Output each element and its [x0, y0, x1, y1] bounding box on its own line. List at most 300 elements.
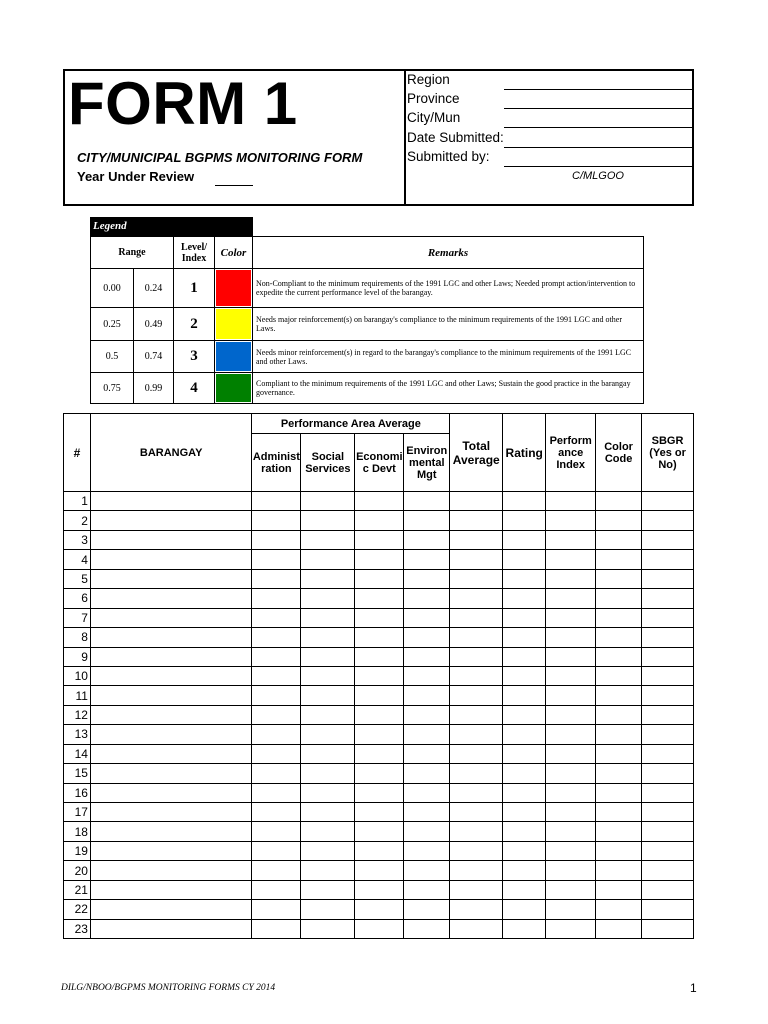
- economic-devt-cell[interactable]: [355, 880, 404, 899]
- rating-cell[interactable]: [503, 492, 546, 511]
- administration-cell[interactable]: [252, 647, 301, 666]
- total-average-cell[interactable]: [450, 647, 503, 666]
- barangay-cell[interactable]: [90, 628, 251, 647]
- col-sbgr-header: SBGR (Yes or No): [642, 414, 694, 492]
- legend-level: 2: [174, 308, 215, 341]
- rating-cell[interactable]: [503, 530, 546, 549]
- sbgr-cell[interactable]: [642, 705, 694, 724]
- economic-devt-cell[interactable]: [355, 803, 404, 822]
- row-number: 4: [64, 550, 91, 569]
- color-code-cell[interactable]: [596, 608, 642, 627]
- administration-cell[interactable]: [252, 666, 301, 685]
- performance-index-cell[interactable]: [546, 530, 596, 549]
- economic-devt-cell[interactable]: [355, 492, 404, 511]
- table-row: [64, 803, 694, 822]
- color-code-cell[interactable]: [596, 822, 642, 841]
- environmental-mgt-cell[interactable]: [404, 841, 450, 860]
- economic-devt-cell[interactable]: [355, 589, 404, 608]
- environmental-mgt-cell[interactable]: [404, 764, 450, 783]
- barangay-cell[interactable]: [90, 492, 251, 511]
- performance-index-cell[interactable]: [546, 511, 596, 530]
- total-average-cell[interactable]: [450, 803, 503, 822]
- total-average-cell[interactable]: [450, 492, 503, 511]
- performance-index-cell[interactable]: [546, 744, 596, 763]
- table-row: [64, 686, 694, 705]
- row-number: 8: [64, 628, 91, 647]
- administration-cell[interactable]: [252, 880, 301, 899]
- color-code-cell[interactable]: [596, 744, 642, 763]
- sbgr-cell[interactable]: [642, 783, 694, 802]
- economic-devt-cell[interactable]: [355, 919, 404, 938]
- color-code-cell[interactable]: [596, 569, 642, 588]
- social-services-cell[interactable]: [301, 608, 355, 627]
- administration-cell[interactable]: [252, 550, 301, 569]
- social-services-cell[interactable]: [301, 492, 355, 511]
- environmental-mgt-cell[interactable]: [404, 647, 450, 666]
- sbgr-cell[interactable]: [642, 861, 694, 880]
- administration-cell[interactable]: [252, 803, 301, 822]
- economic-devt-cell[interactable]: [355, 841, 404, 860]
- total-average-cell[interactable]: [450, 900, 503, 919]
- sbgr-cell[interactable]: [642, 841, 694, 860]
- rating-cell[interactable]: [503, 666, 546, 685]
- total-average-cell[interactable]: [450, 569, 503, 588]
- economic-devt-cell[interactable]: [355, 628, 404, 647]
- administration-cell[interactable]: [252, 764, 301, 783]
- rating-cell[interactable]: [503, 569, 546, 588]
- sbgr-cell[interactable]: [642, 550, 694, 569]
- submitted-by-label: Submitted by:: [407, 149, 490, 164]
- performance-index-cell[interactable]: [546, 880, 596, 899]
- barangay-cell[interactable]: [90, 803, 251, 822]
- form-header: [63, 69, 694, 206]
- social-services-cell[interactable]: [301, 686, 355, 705]
- total-average-cell[interactable]: [450, 919, 503, 938]
- row-number: 11: [64, 686, 91, 705]
- table-row: [64, 900, 694, 919]
- performance-index-cell[interactable]: [546, 492, 596, 511]
- sbgr-cell[interactable]: [642, 628, 694, 647]
- administration-cell[interactable]: [252, 511, 301, 530]
- performance-index-cell[interactable]: [546, 919, 596, 938]
- social-services-cell[interactable]: [301, 803, 355, 822]
- sbgr-cell[interactable]: [642, 608, 694, 627]
- performance-index-cell[interactable]: [546, 628, 596, 647]
- social-services-cell[interactable]: [301, 841, 355, 860]
- total-average-cell[interactable]: [450, 861, 503, 880]
- economic-devt-cell[interactable]: [355, 764, 404, 783]
- sbgr-cell[interactable]: [642, 589, 694, 608]
- rating-cell[interactable]: [503, 803, 546, 822]
- social-services-cell[interactable]: [301, 705, 355, 724]
- color-code-cell[interactable]: [596, 880, 642, 899]
- environmental-mgt-cell[interactable]: [404, 919, 450, 938]
- barangay-cell[interactable]: [90, 822, 251, 841]
- performance-index-cell[interactable]: [546, 705, 596, 724]
- date-submitted-label: Date Submitted:: [407, 130, 504, 145]
- economic-devt-cell[interactable]: [355, 725, 404, 744]
- barangay-cell[interactable]: [90, 764, 251, 783]
- legend-remark: Needs major reinforcement(s) on barangay's compliance to the minimum requirements of the 1991 LGC and other Laws.: [253, 308, 644, 341]
- table-body: [64, 492, 694, 939]
- city-mun-label: City/Mun: [407, 110, 461, 125]
- environmental-mgt-cell[interactable]: [404, 900, 450, 919]
- administration-cell[interactable]: [252, 919, 301, 938]
- environmental-mgt-cell[interactable]: [404, 589, 450, 608]
- performance-index-cell[interactable]: [546, 725, 596, 744]
- performance-index-cell[interactable]: [546, 647, 596, 666]
- sbgr-cell[interactable]: [642, 686, 694, 705]
- row-number: 3: [64, 530, 91, 549]
- economic-devt-cell[interactable]: [355, 686, 404, 705]
- environmental-mgt-cell[interactable]: [404, 725, 450, 744]
- table-row: [64, 783, 694, 802]
- total-average-cell[interactable]: [450, 822, 503, 841]
- submitted-by-row: [406, 148, 692, 167]
- economic-devt-cell[interactable]: [355, 744, 404, 763]
- rating-cell[interactable]: [503, 900, 546, 919]
- page-number: 1: [690, 981, 697, 995]
- social-services-cell[interactable]: [301, 725, 355, 744]
- sbgr-cell[interactable]: [642, 880, 694, 899]
- economic-devt-cell[interactable]: [355, 783, 404, 802]
- rating-cell[interactable]: [503, 705, 546, 724]
- color-code-cell[interactable]: [596, 705, 642, 724]
- table-row: [64, 725, 694, 744]
- region-label: Region: [407, 72, 450, 87]
- barangay-cell[interactable]: [90, 589, 251, 608]
- performance-index-cell[interactable]: [546, 550, 596, 569]
- economic-devt-cell[interactable]: [355, 705, 404, 724]
- color-code-cell[interactable]: [596, 492, 642, 511]
- col-administration-header: Administ ration: [252, 434, 301, 492]
- rating-cell[interactable]: [503, 861, 546, 880]
- performance-index-cell[interactable]: [546, 666, 596, 685]
- administration-cell[interactable]: [252, 861, 301, 880]
- legend-remark: Compliant to the minimum requirements of the 1991 LGC and other Laws; Sustain the good practice in the barangay governance.: [253, 373, 644, 404]
- performance-index-cell[interactable]: [546, 569, 596, 588]
- environmental-mgt-cell[interactable]: [404, 530, 450, 549]
- total-average-cell[interactable]: [450, 608, 503, 627]
- legend-range-header: Range: [91, 237, 174, 269]
- social-services-cell[interactable]: [301, 744, 355, 763]
- economic-devt-cell[interactable]: [355, 822, 404, 841]
- social-services-cell[interactable]: [301, 569, 355, 588]
- performance-index-cell[interactable]: [546, 686, 596, 705]
- performance-index-cell[interactable]: [546, 589, 596, 608]
- sbgr-cell[interactable]: [642, 492, 694, 511]
- color-code-cell[interactable]: [596, 783, 642, 802]
- color-code-cell[interactable]: [596, 861, 642, 880]
- environmental-mgt-cell[interactable]: [404, 511, 450, 530]
- sbgr-cell[interactable]: [642, 744, 694, 763]
- col-performance-index-header: Perform ance Index: [546, 414, 596, 492]
- rating-cell[interactable]: [503, 919, 546, 938]
- rating-cell[interactable]: [503, 589, 546, 608]
- legend-row: [91, 269, 644, 308]
- sbgr-cell[interactable]: [642, 822, 694, 841]
- total-average-cell[interactable]: [450, 783, 503, 802]
- sbgr-cell[interactable]: [642, 530, 694, 549]
- administration-cell[interactable]: [252, 589, 301, 608]
- sbgr-cell[interactable]: [642, 569, 694, 588]
- rating-cell[interactable]: [503, 764, 546, 783]
- social-services-cell[interactable]: [301, 764, 355, 783]
- row-number: 5: [64, 569, 91, 588]
- form-title: FORM 1: [68, 70, 298, 137]
- rating-cell[interactable]: [503, 841, 546, 860]
- table-row: [64, 861, 694, 880]
- barangay-cell[interactable]: [90, 841, 251, 860]
- rating-cell[interactable]: [503, 686, 546, 705]
- legend-color-cell: [215, 269, 253, 308]
- row-number: 23: [64, 919, 91, 938]
- rating-cell[interactable]: [503, 608, 546, 627]
- legend-range-low: 0.00: [91, 269, 134, 308]
- barangay-cell[interactable]: [90, 550, 251, 569]
- environmental-mgt-cell[interactable]: [404, 744, 450, 763]
- color-code-cell[interactable]: [596, 647, 642, 666]
- table-row: [64, 628, 694, 647]
- administration-cell[interactable]: [252, 744, 301, 763]
- economic-devt-cell[interactable]: [355, 608, 404, 627]
- administration-cell[interactable]: [252, 725, 301, 744]
- col-barangay-header: BARANGAY: [90, 414, 251, 492]
- environmental-mgt-cell[interactable]: [404, 705, 450, 724]
- social-services-cell[interactable]: [301, 919, 355, 938]
- administration-cell[interactable]: [252, 822, 301, 841]
- color-code-cell[interactable]: [596, 725, 642, 744]
- row-number: 20: [64, 861, 91, 880]
- environmental-mgt-cell[interactable]: [404, 783, 450, 802]
- performance-index-cell[interactable]: [546, 900, 596, 919]
- barangay-cell[interactable]: [90, 511, 251, 530]
- barangay-cell[interactable]: [90, 880, 251, 899]
- environmental-mgt-cell[interactable]: [404, 686, 450, 705]
- administration-cell[interactable]: [252, 569, 301, 588]
- row-number: 2: [64, 511, 91, 530]
- barangay-cell[interactable]: [90, 686, 251, 705]
- sbgr-cell[interactable]: [642, 647, 694, 666]
- total-average-cell[interactable]: [450, 530, 503, 549]
- administration-cell[interactable]: [252, 628, 301, 647]
- sbgr-cell[interactable]: [642, 511, 694, 530]
- administration-cell[interactable]: [252, 841, 301, 860]
- barangay-cell[interactable]: [90, 608, 251, 627]
- social-services-cell[interactable]: [301, 880, 355, 899]
- color-code-cell[interactable]: [596, 900, 642, 919]
- color-code-cell[interactable]: [596, 530, 642, 549]
- legend-range-low: 0.5: [91, 341, 134, 373]
- administration-cell[interactable]: [252, 686, 301, 705]
- color-code-cell[interactable]: [596, 550, 642, 569]
- rating-cell[interactable]: [503, 725, 546, 744]
- administration-cell[interactable]: [252, 705, 301, 724]
- barangay-cell[interactable]: [90, 569, 251, 588]
- barangay-cell[interactable]: [90, 530, 251, 549]
- col-environmental-mgt-header: Environ mental Mgt: [404, 434, 450, 492]
- year-under-review-label: Year Under Review: [77, 169, 195, 184]
- header-title-panel: [65, 71, 406, 204]
- environmental-mgt-cell[interactable]: [404, 628, 450, 647]
- total-average-cell[interactable]: [450, 589, 503, 608]
- total-average-cell[interactable]: [450, 880, 503, 899]
- legend-range-high: 0.99: [134, 373, 174, 404]
- row-number: 12: [64, 705, 91, 724]
- sbgr-cell[interactable]: [642, 666, 694, 685]
- social-services-cell[interactable]: [301, 783, 355, 802]
- performance-index-cell[interactable]: [546, 822, 596, 841]
- sbgr-cell[interactable]: [642, 919, 694, 938]
- performance-index-cell[interactable]: [546, 861, 596, 880]
- sbgr-cell[interactable]: [642, 725, 694, 744]
- row-number: 15: [64, 764, 91, 783]
- rating-cell[interactable]: [503, 783, 546, 802]
- barangay-cell[interactable]: [90, 744, 251, 763]
- color-code-cell[interactable]: [596, 764, 642, 783]
- row-number: 1: [64, 492, 91, 511]
- col-number-header: #: [64, 414, 91, 492]
- sbgr-cell[interactable]: [642, 900, 694, 919]
- barangay-cell[interactable]: [90, 861, 251, 880]
- legend-level-header: Level/ Index: [174, 237, 215, 269]
- row-number: 21: [64, 880, 91, 899]
- color-code-cell[interactable]: [596, 841, 642, 860]
- environmental-mgt-cell[interactable]: [404, 880, 450, 899]
- rating-cell[interactable]: [503, 822, 546, 841]
- total-average-cell[interactable]: [450, 725, 503, 744]
- submitted-by-field[interactable]: [504, 166, 692, 167]
- administration-cell[interactable]: [252, 530, 301, 549]
- col-social-services-header: Social Services: [301, 434, 355, 492]
- legend-row: [91, 373, 644, 404]
- economic-devt-cell[interactable]: [355, 530, 404, 549]
- environmental-mgt-cell[interactable]: [404, 666, 450, 685]
- city-mun-row: [406, 109, 692, 128]
- social-services-cell[interactable]: [301, 900, 355, 919]
- barangay-cell[interactable]: [90, 725, 251, 744]
- economic-devt-cell[interactable]: [355, 900, 404, 919]
- legend-level: 1: [174, 269, 215, 308]
- social-services-cell[interactable]: [301, 628, 355, 647]
- barangay-cell[interactable]: [90, 705, 251, 724]
- total-average-cell[interactable]: [450, 628, 503, 647]
- color-code-cell[interactable]: [596, 686, 642, 705]
- total-average-cell[interactable]: [450, 841, 503, 860]
- barangay-cell[interactable]: [90, 900, 251, 919]
- row-number: 17: [64, 803, 91, 822]
- social-services-cell[interactable]: [301, 589, 355, 608]
- total-average-cell[interactable]: [450, 705, 503, 724]
- sbgr-cell[interactable]: [642, 764, 694, 783]
- total-average-cell[interactable]: [450, 744, 503, 763]
- sbgr-cell[interactable]: [642, 803, 694, 822]
- economic-devt-cell[interactable]: [355, 861, 404, 880]
- barangay-cell[interactable]: [90, 783, 251, 802]
- table-row: [64, 880, 694, 899]
- performance-index-cell[interactable]: [546, 783, 596, 802]
- administration-cell[interactable]: [252, 900, 301, 919]
- environmental-mgt-cell[interactable]: [404, 550, 450, 569]
- form-subtitle: CITY/MUNICIPAL BGPMS MONITORING FORM: [77, 150, 363, 165]
- administration-cell[interactable]: [252, 608, 301, 627]
- color-code-cell[interactable]: [596, 666, 642, 685]
- administration-cell[interactable]: [252, 783, 301, 802]
- environmental-mgt-cell[interactable]: [404, 492, 450, 511]
- total-average-cell[interactable]: [450, 764, 503, 783]
- social-services-cell[interactable]: [301, 647, 355, 666]
- legend-level: 4: [174, 373, 215, 404]
- social-services-cell[interactable]: [301, 511, 355, 530]
- environmental-mgt-cell[interactable]: [404, 803, 450, 822]
- legend-remark: Non-Compliant to the minimum requirements of the 1991 LGC and other Laws; Needed prompt action/intervention to expedite the current performance level of the barangay.: [253, 269, 644, 308]
- environmental-mgt-cell[interactable]: [404, 608, 450, 627]
- red-swatch: [216, 270, 251, 306]
- total-average-cell[interactable]: [450, 686, 503, 705]
- legend-color-cell: [215, 308, 253, 341]
- rating-cell[interactable]: [503, 550, 546, 569]
- economic-devt-cell[interactable]: [355, 550, 404, 569]
- rating-cell[interactable]: [503, 628, 546, 647]
- color-code-cell[interactable]: [596, 803, 642, 822]
- rating-cell[interactable]: [503, 511, 546, 530]
- row-number: 19: [64, 841, 91, 860]
- legend-range-high: 0.74: [134, 341, 174, 373]
- performance-index-cell[interactable]: [546, 803, 596, 822]
- legend-level: 3: [174, 341, 215, 373]
- social-services-cell[interactable]: [301, 530, 355, 549]
- administration-cell[interactable]: [252, 492, 301, 511]
- year-under-review-field[interactable]: [215, 185, 253, 186]
- city-mun-field[interactable]: [504, 127, 692, 128]
- social-services-cell[interactable]: [301, 550, 355, 569]
- environmental-mgt-cell[interactable]: [404, 861, 450, 880]
- color-code-cell[interactable]: [596, 589, 642, 608]
- barangay-cell[interactable]: [90, 666, 251, 685]
- total-average-cell[interactable]: [450, 511, 503, 530]
- economic-devt-cell[interactable]: [355, 666, 404, 685]
- economic-devt-cell[interactable]: [355, 647, 404, 666]
- color-code-cell[interactable]: [596, 511, 642, 530]
- total-average-cell[interactable]: [450, 666, 503, 685]
- row-number: 9: [64, 647, 91, 666]
- color-code-cell[interactable]: [596, 628, 642, 647]
- social-services-cell[interactable]: [301, 822, 355, 841]
- economic-devt-cell[interactable]: [355, 511, 404, 530]
- legend-range-high: 0.49: [134, 308, 174, 341]
- total-average-cell[interactable]: [450, 550, 503, 569]
- color-code-cell[interactable]: [596, 919, 642, 938]
- environmental-mgt-cell[interactable]: [404, 822, 450, 841]
- performance-index-cell[interactable]: [546, 608, 596, 627]
- barangay-cell[interactable]: [90, 919, 251, 938]
- environmental-mgt-cell[interactable]: [404, 569, 450, 588]
- row-number: 6: [64, 589, 91, 608]
- barangay-cell[interactable]: [90, 647, 251, 666]
- table-row: [64, 530, 694, 549]
- rating-cell[interactable]: [503, 880, 546, 899]
- rating-cell[interactable]: [503, 744, 546, 763]
- social-services-cell[interactable]: [301, 861, 355, 880]
- performance-index-cell[interactable]: [546, 764, 596, 783]
- rating-cell[interactable]: [503, 647, 546, 666]
- province-row: [406, 90, 692, 109]
- performance-index-cell[interactable]: [546, 841, 596, 860]
- economic-devt-cell[interactable]: [355, 569, 404, 588]
- col-rating-header: Rating: [503, 414, 546, 492]
- table-row: [64, 822, 694, 841]
- social-services-cell[interactable]: [301, 666, 355, 685]
